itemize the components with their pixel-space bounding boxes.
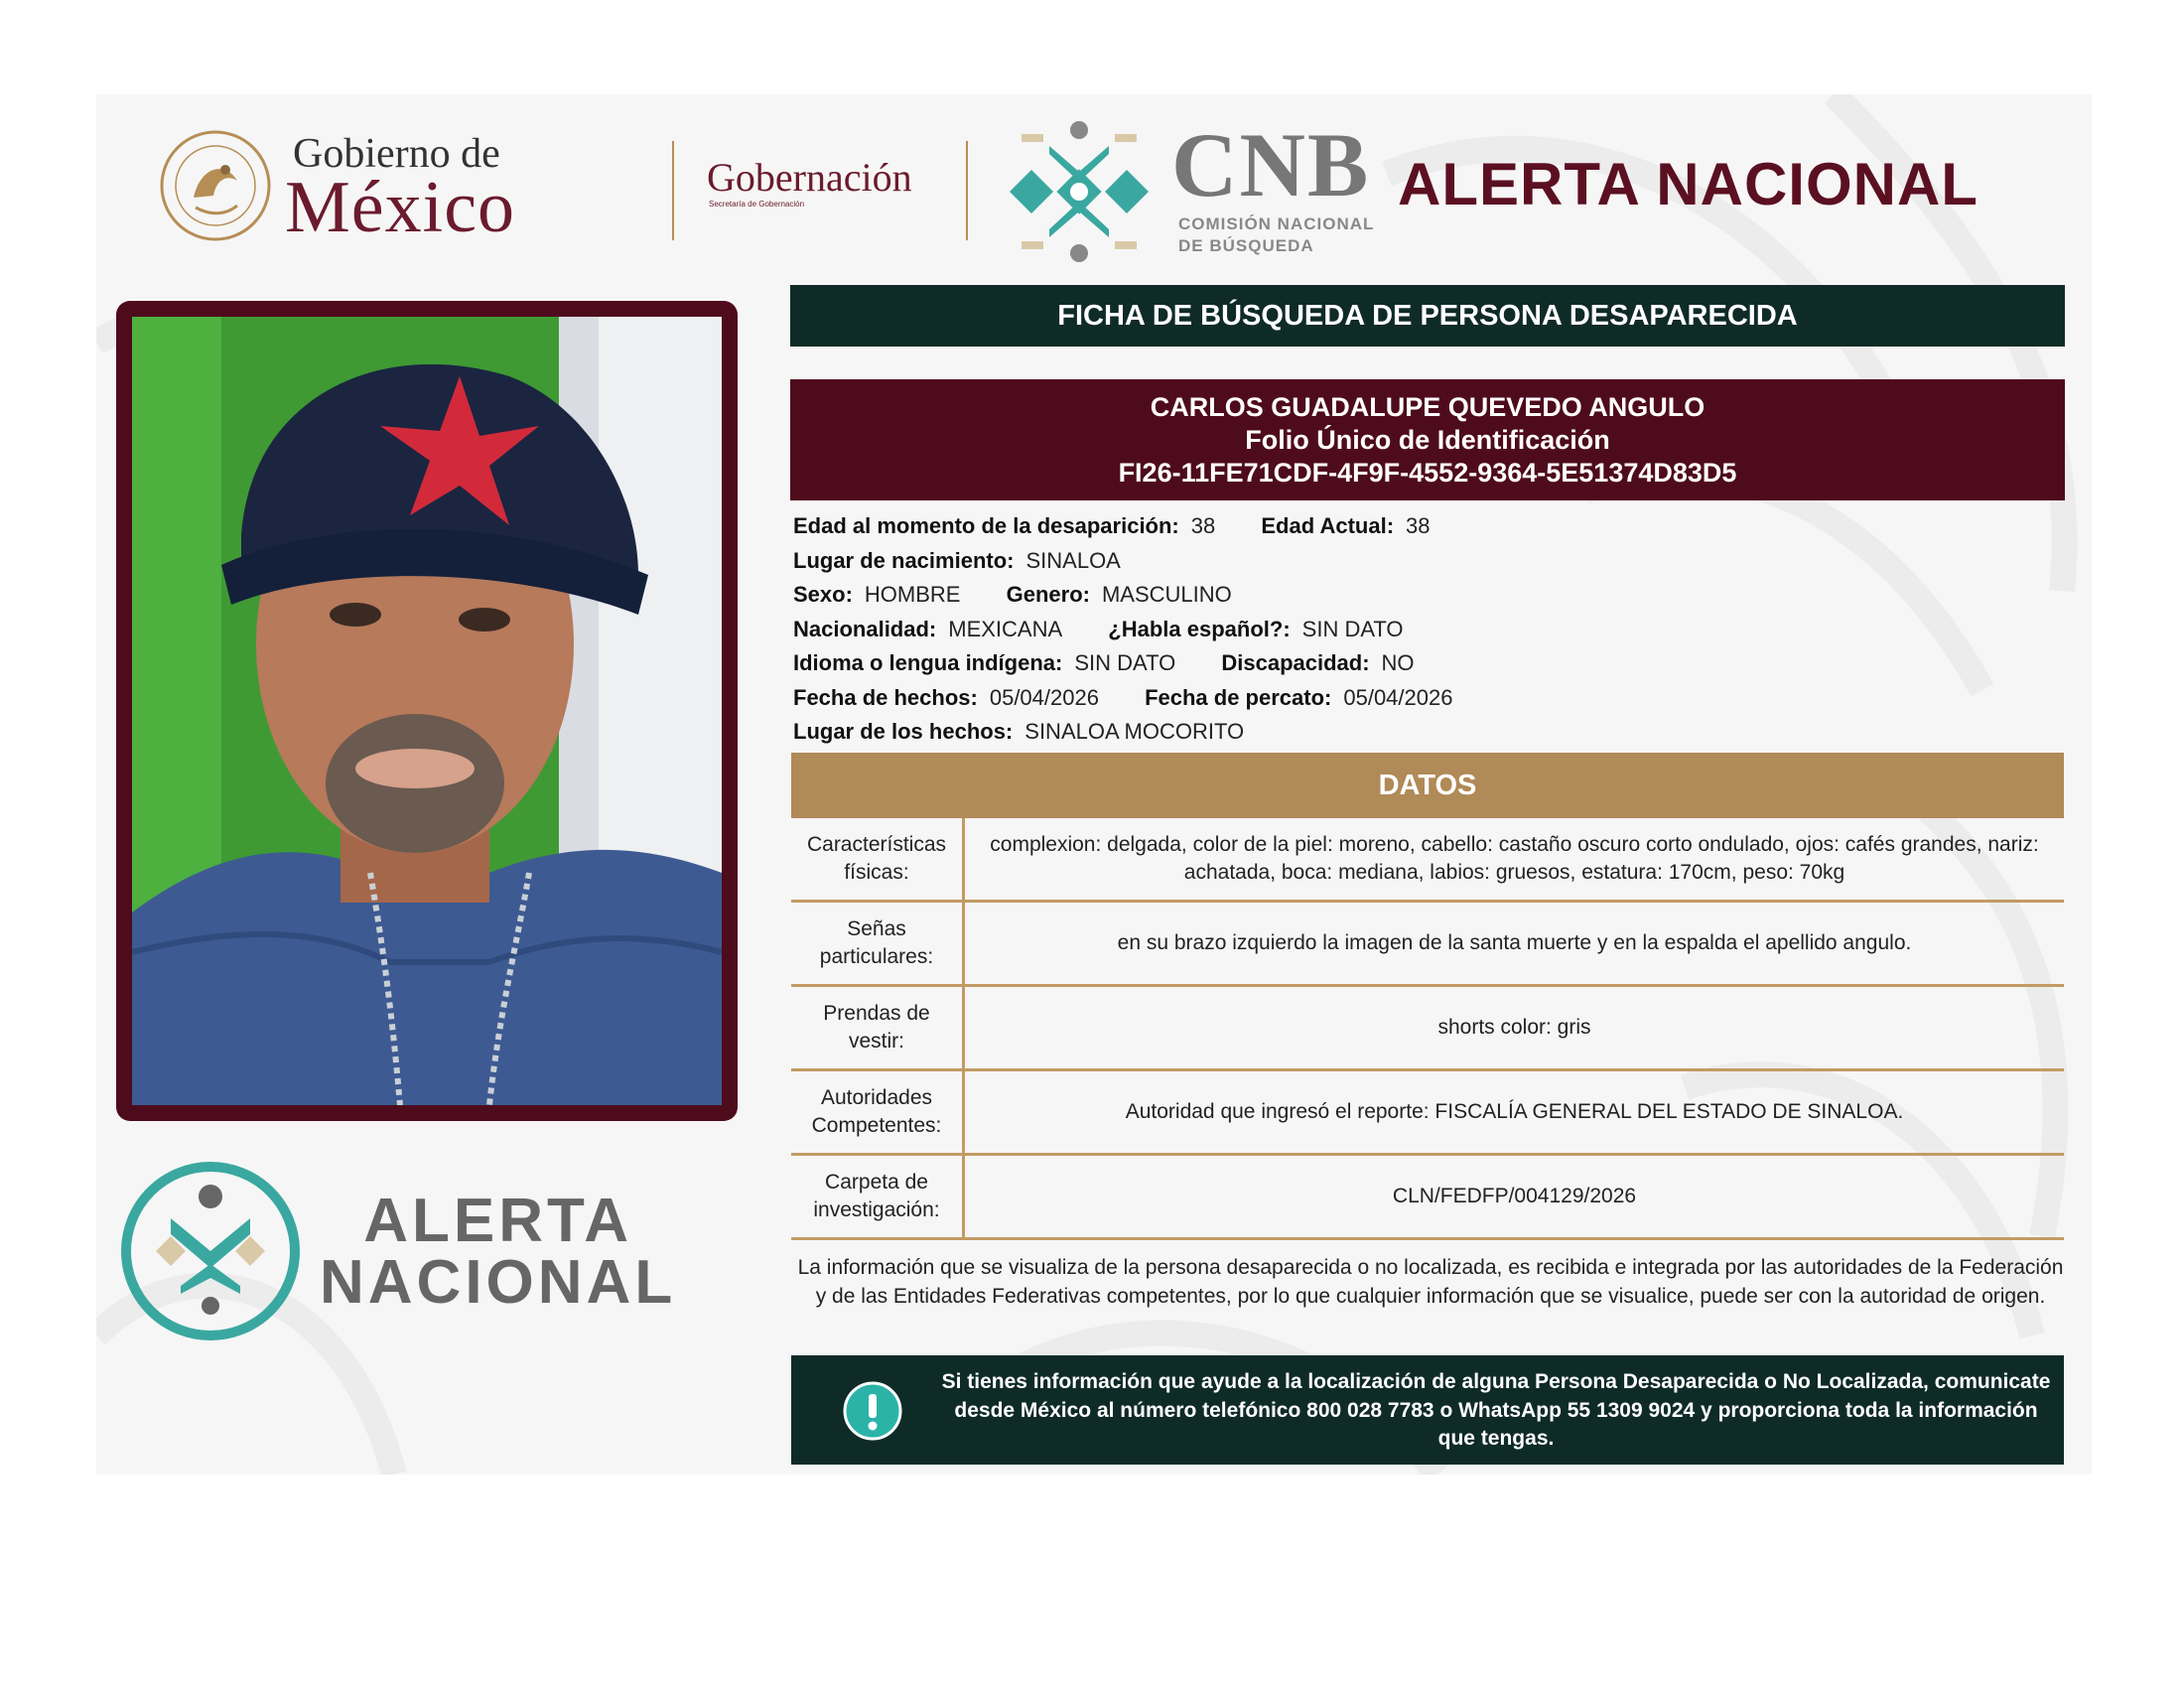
- edad-actual-value: 38: [1406, 513, 1431, 538]
- habla-label: ¿Habla español?:: [1108, 616, 1291, 641]
- cnb-label: CNB: [1171, 114, 1371, 215]
- lugar-nacimiento-value: SINALOA: [1025, 547, 1121, 573]
- folio-id: FI26-11FE71CDF-4F9F-4552-9364-5E51374D83D5: [1118, 457, 1737, 488]
- lugar-nacimiento-label: Lugar de nacimiento:: [793, 547, 1015, 573]
- photo-frame: [116, 301, 738, 1121]
- fecha-hechos-label: Fecha de hechos:: [793, 684, 978, 710]
- alerta-nacional-wordmark: [320, 1187, 677, 1317]
- datos-value: shorts color: gris: [964, 986, 2065, 1070]
- sexo-label: Sexo:: [793, 582, 853, 607]
- fecha-percato-label: Fecha de percato:: [1145, 684, 1332, 710]
- datos-table: [791, 818, 2064, 1240]
- divider: [672, 141, 674, 240]
- nacionalidad-value: MEXICANA: [948, 616, 1063, 641]
- contact-banner: [791, 1355, 2064, 1465]
- datos-value: en su brazo izquierdo la imagen de la santa muerte y en la espalda el apellido angulo.: [964, 902, 2065, 986]
- facts-row: [793, 509, 2064, 544]
- datos-label: Autoridades Competentes:: [791, 1070, 964, 1155]
- exclamation-icon: [843, 1381, 902, 1441]
- datos-label: Carpeta de investigación:: [791, 1155, 964, 1239]
- person-facts: [793, 509, 2064, 750]
- discapacidad-label: Discapacidad:: [1221, 650, 1370, 675]
- facts-row: [793, 681, 2064, 716]
- divider: [966, 141, 968, 240]
- facts-row: [793, 613, 2064, 647]
- gobernacion-sub-label: Secretaría de Gobernación: [709, 200, 805, 209]
- gobernacion-label: Gobernación: [707, 155, 912, 200]
- edad-actual-label: Edad Actual:: [1261, 513, 1395, 538]
- idioma-value: SIN DATO: [1074, 650, 1176, 675]
- nacionalidad-label: Nacionalidad:: [793, 616, 937, 641]
- gobierno-de-label: Gobierno de: [293, 131, 500, 177]
- alerta-nacional-logo-icon: [116, 1157, 305, 1345]
- mexico-label: México: [285, 167, 516, 248]
- disclaimer-text: La información que se visualiza de la persona desaparecida o no localizada, es recibida e integrada por las autoridades de la Federación y de las Entidades Federativas competentes, por lo que cualquier información que se visualice, puede ser con la autoridad de origen.: [797, 1256, 2064, 1308]
- facts-row: [793, 544, 2064, 579]
- datos-value: CLN/FEDFP/004129/2026: [964, 1155, 2065, 1239]
- alerta-word: ALERTA: [363, 1187, 633, 1255]
- person-name: CARLOS GUADALUPE QUEVEDO ANGULO: [1150, 391, 1706, 422]
- alert-sheet: [96, 94, 2092, 1475]
- datos-label: Prendas de vestir:: [791, 986, 964, 1070]
- datos-label: Señas particulares:: [791, 902, 964, 986]
- table-row: [791, 986, 2064, 1070]
- datos-title-bar: DATOS: [791, 753, 2064, 818]
- lugar-hechos-label: Lugar de los hechos:: [793, 719, 1014, 744]
- page-title: ALERTA NACIONAL: [1398, 151, 1979, 217]
- national-seal-icon: [156, 126, 275, 245]
- ficha-title-bar: FICHA DE BÚSQUEDA DE PERSONA DESAPARECIDA: [790, 285, 2065, 347]
- table-row: [791, 1155, 2064, 1239]
- fecha-percato-value: 05/04/2026: [1343, 684, 1453, 710]
- nacional-word: NACIONAL: [320, 1248, 677, 1317]
- genero-label: Genero:: [1006, 582, 1090, 607]
- discapacidad-value: NO: [1381, 650, 1415, 675]
- table-row: [791, 1070, 2064, 1155]
- facts-row: [793, 646, 2064, 681]
- table-row: [791, 902, 2064, 986]
- sexo-value: HOMBRE: [864, 582, 961, 607]
- habla-value: SIN DATO: [1301, 616, 1404, 641]
- cnb-logo-icon: [1000, 112, 1159, 271]
- person-header: [790, 379, 2065, 500]
- lugar-hechos-value: SINALOA MOCORITO: [1024, 719, 1245, 744]
- fecha-hechos-value: 05/04/2026: [989, 684, 1099, 710]
- datos-value: Autoridad que ingresó el reporte: FISCALÍA GENERAL DEL ESTADO DE SINALOA.: [964, 1070, 2065, 1155]
- datos-label: Características físicas:: [791, 818, 964, 902]
- cnb-sub-label: COMISIÓN NACIONAL DE BÚSQUEDA: [1178, 214, 1375, 255]
- folio-label: Folio Único de Identificación: [1245, 424, 1610, 455]
- datos-value: complexion: delgada, color de la piel: moreno, cabello: castaño oscuro corto ondulado, ojos: cafés grandes, nariz: achatada, boca: mediana, labios: gruesos, estatura: 170cm, peso: 70kg: [964, 818, 2065, 902]
- edad-desaparicion-value: 38: [1190, 513, 1216, 538]
- table-row: [791, 818, 2064, 902]
- edad-desaparicion-label: Edad al momento de la desaparición:: [793, 513, 1179, 538]
- facts-row: [793, 715, 2064, 750]
- genero-value: MASCULINO: [1101, 582, 1232, 607]
- contact-message: Si tienes información que ayude a la localización de alguna Persona Desaparecida o No Localizada, comunicate desde México al número telefónico 800 028 7783 o WhatsApp 55 1309 9024 y proporciona toda la información que tengas.: [941, 1370, 2051, 1450]
- missing-person-photo: [132, 317, 722, 1105]
- facts-row: [793, 578, 2064, 613]
- idioma-label: Idioma o lengua indígena:: [793, 650, 1063, 675]
- gobierno-de-mexico-logo: [156, 126, 672, 248]
